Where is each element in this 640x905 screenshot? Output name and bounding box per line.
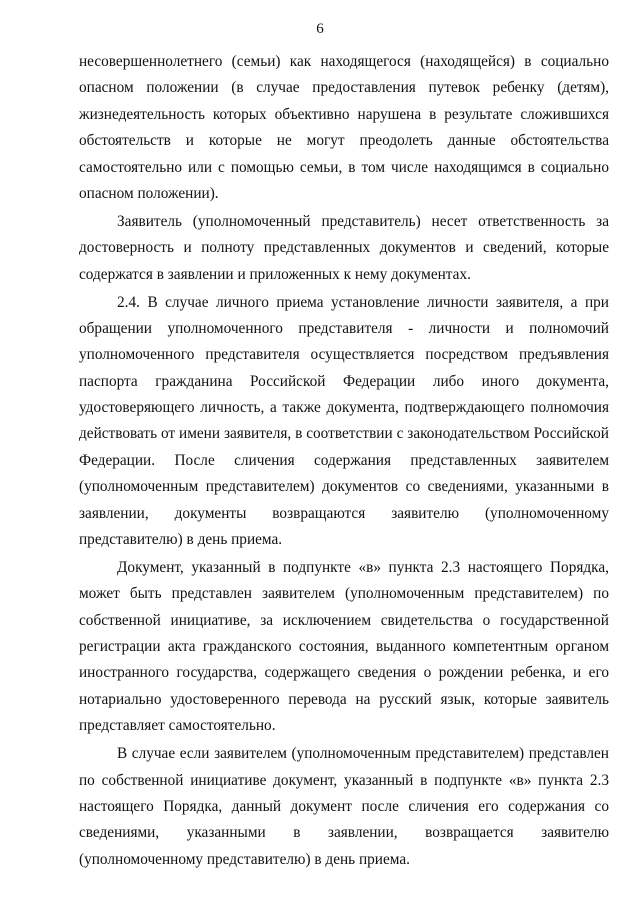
text-line: несовершеннолетнего (семьи) как находящегося (находящейся) в социально bbox=[79, 53, 609, 70]
paragraph-1 bbox=[79, 49, 609, 207]
text-line: Федерации. После сличения содержания представленных заявителем bbox=[79, 451, 609, 469]
text-line: достоверность и полноту представленных документов и сведений, которые bbox=[79, 239, 609, 257]
document-body bbox=[79, 49, 609, 873]
text-line: уполномоченного представителя осуществляется посредством предъявления bbox=[79, 346, 609, 364]
page-number: 6 bbox=[316, 21, 324, 37]
paragraph-3 bbox=[79, 290, 609, 554]
text-line: жизнедеятельность которых объективно нарушена в результате сложившихся bbox=[79, 105, 609, 123]
text-line: нотариально удостоверенного перевода на русский язык, которые заявитель bbox=[79, 690, 609, 708]
paragraph-5 bbox=[79, 741, 609, 873]
text-line: В случае если заявителем (уполномоченным представителем) представлен bbox=[117, 745, 609, 763]
text-line: заявлении, документы возвращаются заявителю (уполномоченному bbox=[79, 504, 609, 522]
text-line: настоящего Порядка, данный документ после сличения его содержания со bbox=[79, 797, 609, 815]
text-line: обращении уполномоченного представителя - личности и полномочий bbox=[79, 319, 609, 337]
text-line: (уполномоченным представителем) документов со сведениями, указанными в bbox=[79, 478, 609, 496]
text-line: собственной инициативе, за исключением свидетельства о государственной bbox=[79, 611, 609, 629]
paragraph-2 bbox=[79, 209, 609, 288]
text-line: (уполномоченному представителю) в день приема. bbox=[79, 850, 410, 868]
text-line: опасном положении (в случае предоставления путевок ребенку (детям), bbox=[79, 79, 609, 97]
text-line: содержатся в заявлении и приложенных к нему документах. bbox=[79, 265, 471, 283]
text-line: удостоверяющего личность, а также документа, подтверждающего полномочия bbox=[79, 399, 609, 417]
text-line: действовать от имени заявителя, в соответствии с законодательством Российской bbox=[79, 425, 609, 443]
text-line: опасном положении). bbox=[79, 184, 219, 202]
text-line: представляет самостоятельно. bbox=[79, 717, 276, 735]
text-line: самостоятельно или с помощью семьи, в том числе находящимся в социально bbox=[79, 158, 609, 176]
text-line: по собственной инициативе документ, указанный в подпункте «в» пункта 2.3 bbox=[79, 771, 609, 789]
text-line: сведениями, указанными в заявлении, возвращается заявителю bbox=[79, 824, 609, 842]
text-line: Заявитель (уполномоченный представитель) несет ответственность за bbox=[117, 212, 609, 230]
text-line: представителю) в день приема. bbox=[79, 531, 283, 549]
text-line: может быть представлен заявителем (уполномоченным представителем) по bbox=[79, 585, 609, 603]
text-line: регистрации акта гражданского состояния, выданного компетентным органом bbox=[79, 638, 609, 656]
text-line: Документ, указанный в подпункте «в» пункта 2.3 настоящего Порядка, bbox=[117, 558, 609, 576]
text-line: 2.4. В случае личного приема установление личности заявителя, а при bbox=[117, 293, 609, 311]
text-line: паспорта гражданина Российской Федерации либо иного документа, bbox=[79, 372, 609, 390]
paragraph-4 bbox=[79, 555, 609, 740]
text-line: иностранного государства, содержащего сведения о рождении ребенка, и его bbox=[79, 664, 609, 682]
text-line: обстоятельств и которые не могут преодолеть данные обстоятельства bbox=[79, 132, 609, 150]
